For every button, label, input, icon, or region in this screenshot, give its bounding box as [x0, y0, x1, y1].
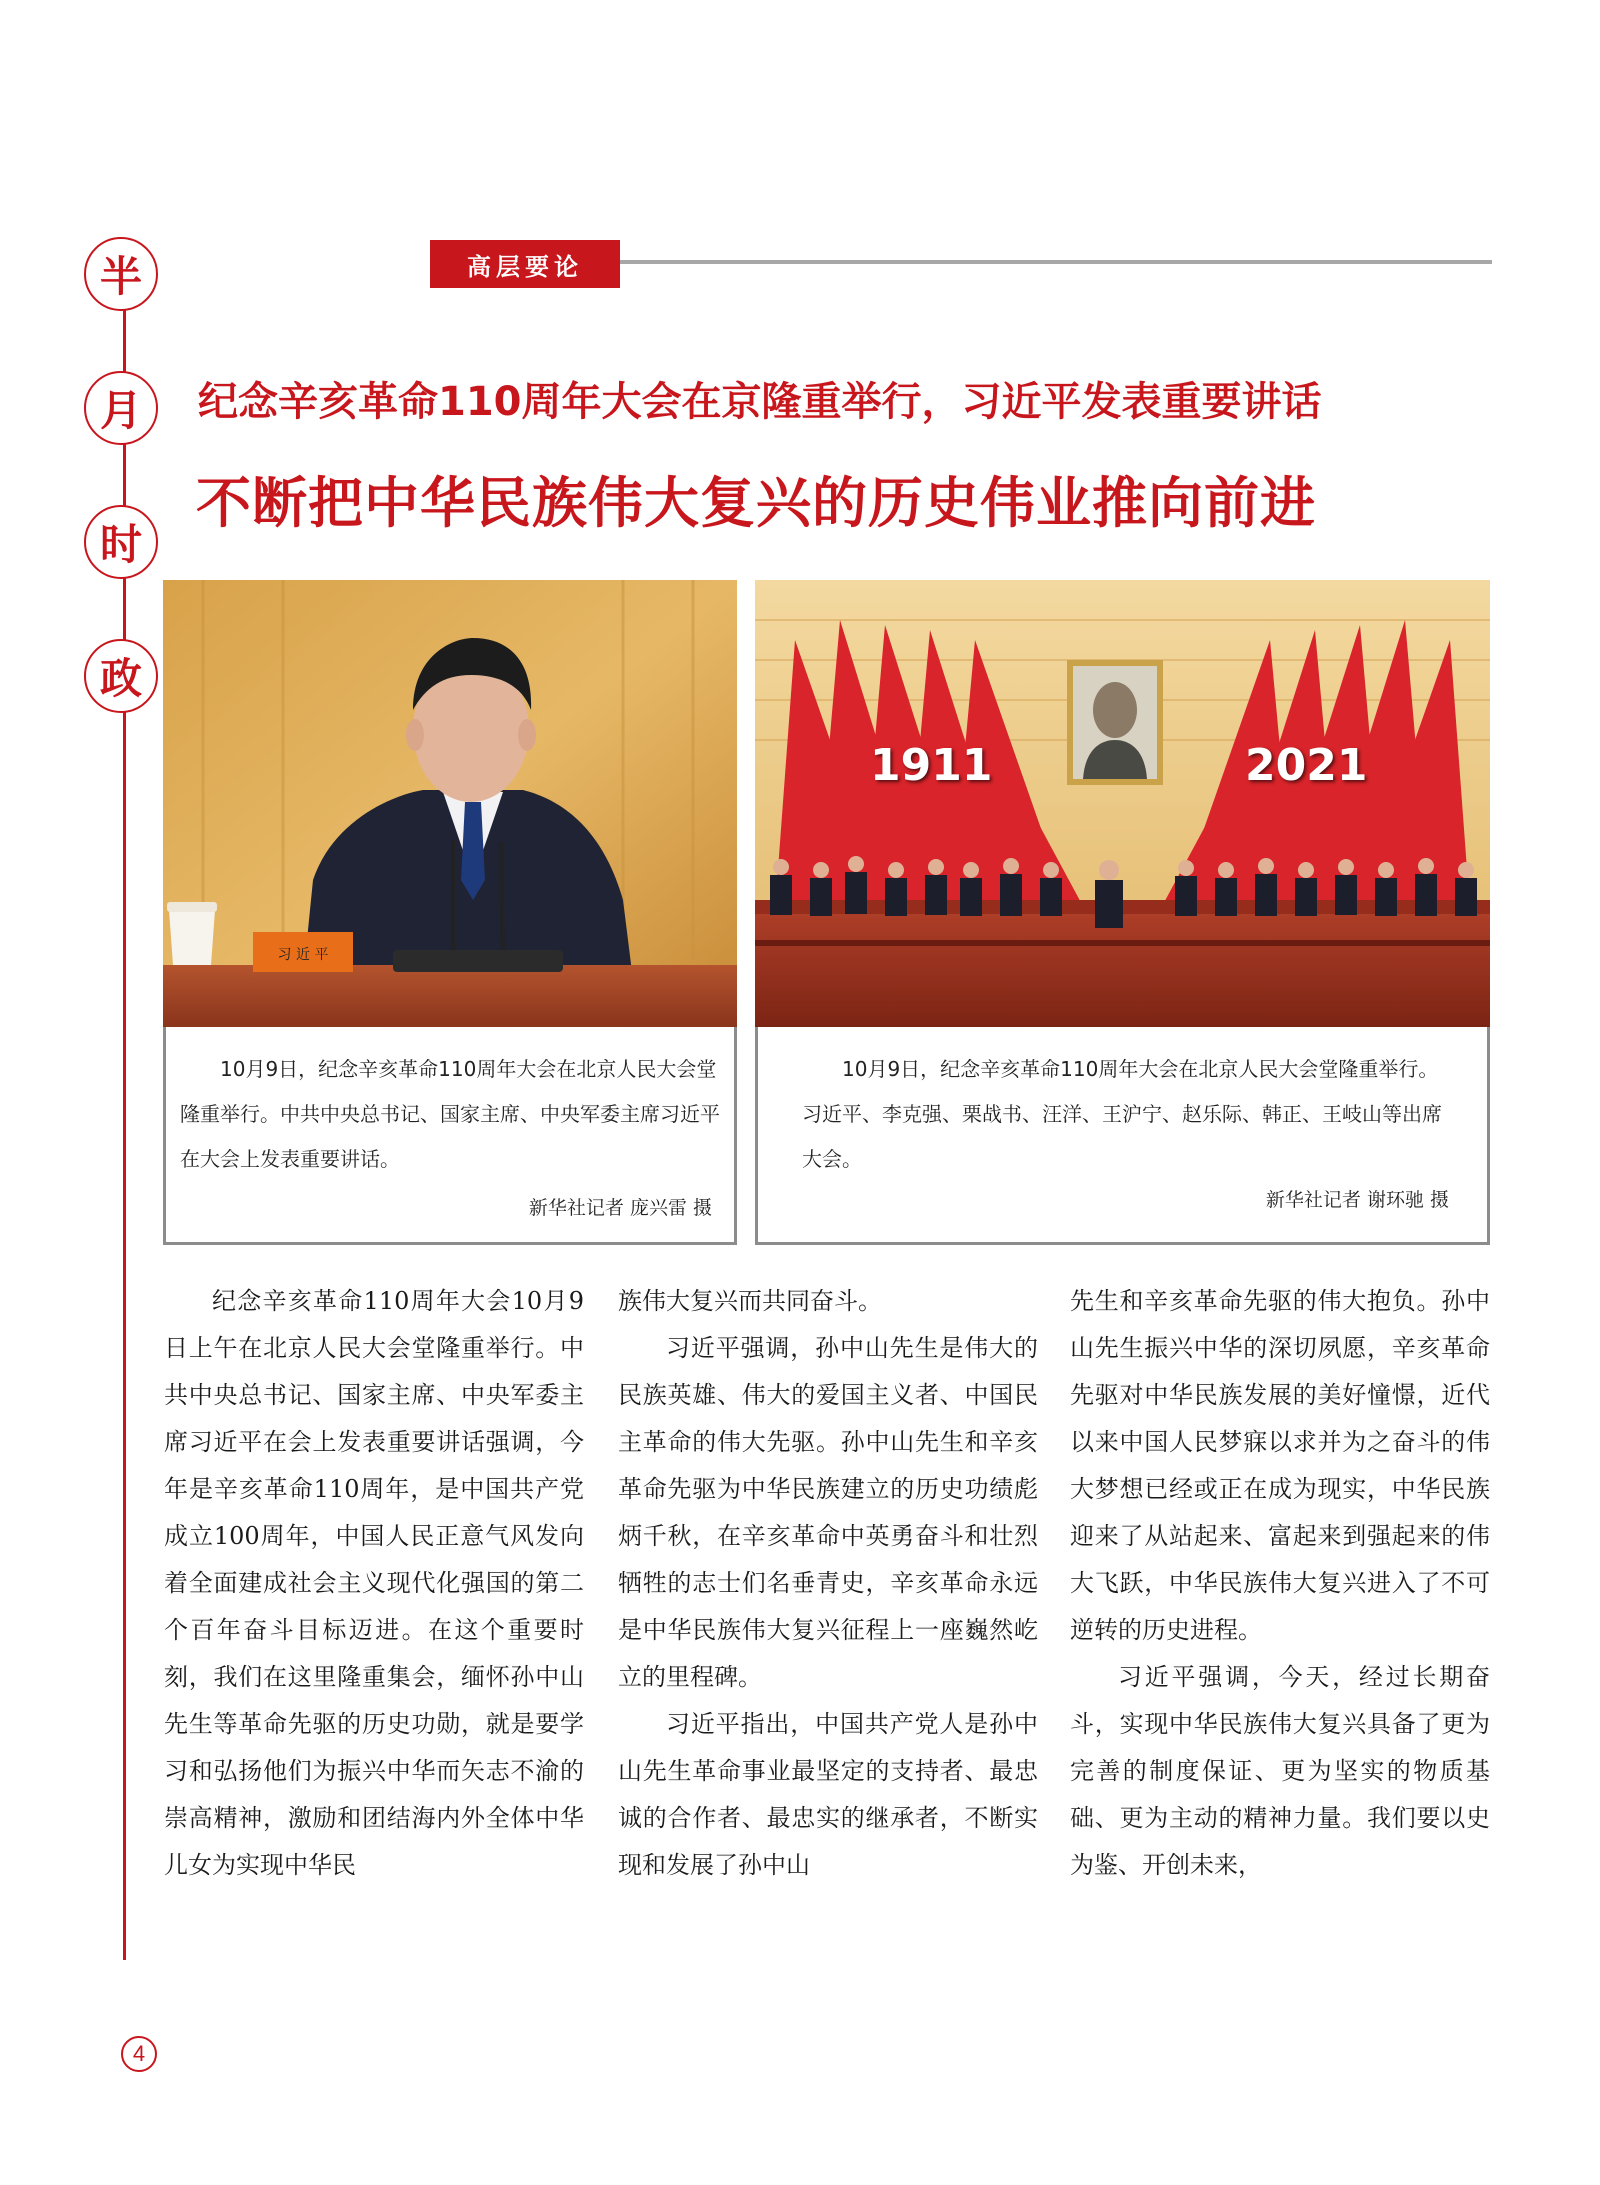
caption-left-text: 10月9日，纪念辛亥革命110周年大会在北京人民大会堂隆重举行。中共中央总书记、国家主席、中央军委主席习近平在大会上发表重要讲话。 — [180, 1057, 720, 1171]
section-char-3: 时 — [84, 505, 158, 579]
caption-box-left — [163, 1027, 737, 1245]
section-char-4: 政 — [84, 639, 158, 713]
article-paragraph: 纪念辛亥革命110周年大会10月9日上午在北京人民大会堂隆重举行。中共中央总书记、国家主席、中央军委主席习近平在会上发表重要讲话强调，今年是辛亥革命110周年，是中国共产党成立100周年，中国人民正意气风发向着全面建成社会主义现代化强国的第二个百年奋斗目标迈进。在这个重要时刻，我们在这里隆重集会，缅怀孙中山先生等革命先驱的历史功勋，就是要学习和弘扬他们为振兴中华而矢志不渝的崇高精神，激励和团结海内外全体中华儿女为实现中华民 — [164, 1287, 584, 1879]
page-number: 4 — [121, 2036, 157, 2072]
headline-title: 不断把中华民族伟大复兴的历史伟业推向前进 — [196, 471, 1317, 535]
section-char-2: 月 — [84, 371, 158, 445]
article-paragraph: 习近平强调，孙中山先生是伟大的民族英雄、伟大的爱国主义者、中国民主革命的伟大先驱。孙中山先生和辛亥革命先驱为中华民族建立的历史功绩彪炳千秋，在辛亥革命中英勇奋斗和壮烈牺牲的志士们名垂青史，辛亥革命永远是中华民族伟大复兴征程上一座巍然屹立的里程碑。 — [618, 1334, 1038, 1691]
article-paragraph: 习近平指出，中国共产党人是孙中山先生革命事业最坚定的支持者、最忠诚的合作者、最忠实的继承者，不断实现和发展了孙中山 — [618, 1710, 1038, 1879]
section-char-1: 半 — [84, 237, 158, 311]
article-paragraph: 习近平强调，今天，经过长期奋斗，实现中华民族伟大复兴具备了更为完善的制度保证、更为坚实的物质基础、更为主动的精神力量。我们要以史为鉴、开创未来， — [1070, 1663, 1490, 1879]
caption-left-credit: 新华社记者 庞兴雷 摄 — [528, 1197, 712, 1219]
article-paragraph: 先生和辛亥革命先驱的伟大抱负。孙中山先生振兴中华的深切夙愿，辛亥革命先驱对中华民族发展的美好憧憬，近代以来中国人民梦寐以求并为之奋斗的伟大梦想已经或正在成为现实，中华民族迎来了从站起来、富起来到强起来的伟大飞跃，中华民族伟大复兴进入了不可逆转的历史进程。 — [1070, 1287, 1490, 1644]
column-tag: 高层要论 — [430, 240, 620, 288]
headline-subtitle: 纪念辛亥革命110周年大会在京隆重举行，习近平发表重要讲话 — [198, 379, 1322, 425]
photo-speaker — [163, 580, 737, 1027]
year-label-1911: 1911 — [870, 740, 993, 791]
caption-right-credit: 新华社记者 谢环驰 摄 — [1265, 1189, 1449, 1211]
nameplate-text: 习 近 平 — [277, 947, 329, 963]
photo-hall — [755, 580, 1490, 1027]
article-column-3 — [1070, 1278, 1490, 1978]
article-column-2 — [618, 1278, 1038, 1978]
column-rule — [618, 260, 1492, 264]
year-label-2021: 2021 — [1245, 740, 1368, 791]
caption-box-right — [755, 1027, 1490, 1245]
article-column-1 — [164, 1278, 584, 1978]
article-paragraph: 族伟大复兴而共同奋斗。 — [618, 1287, 882, 1315]
section-vertical-rule — [123, 240, 126, 1960]
caption-right-text: 10月9日，纪念辛亥革命110周年大会在北京人民大会堂隆重举行。习近平、李克强、栗战书、汪洋、王沪宁、赵乐际、韩正、王岐山等出席大会。 — [802, 1057, 1442, 1171]
